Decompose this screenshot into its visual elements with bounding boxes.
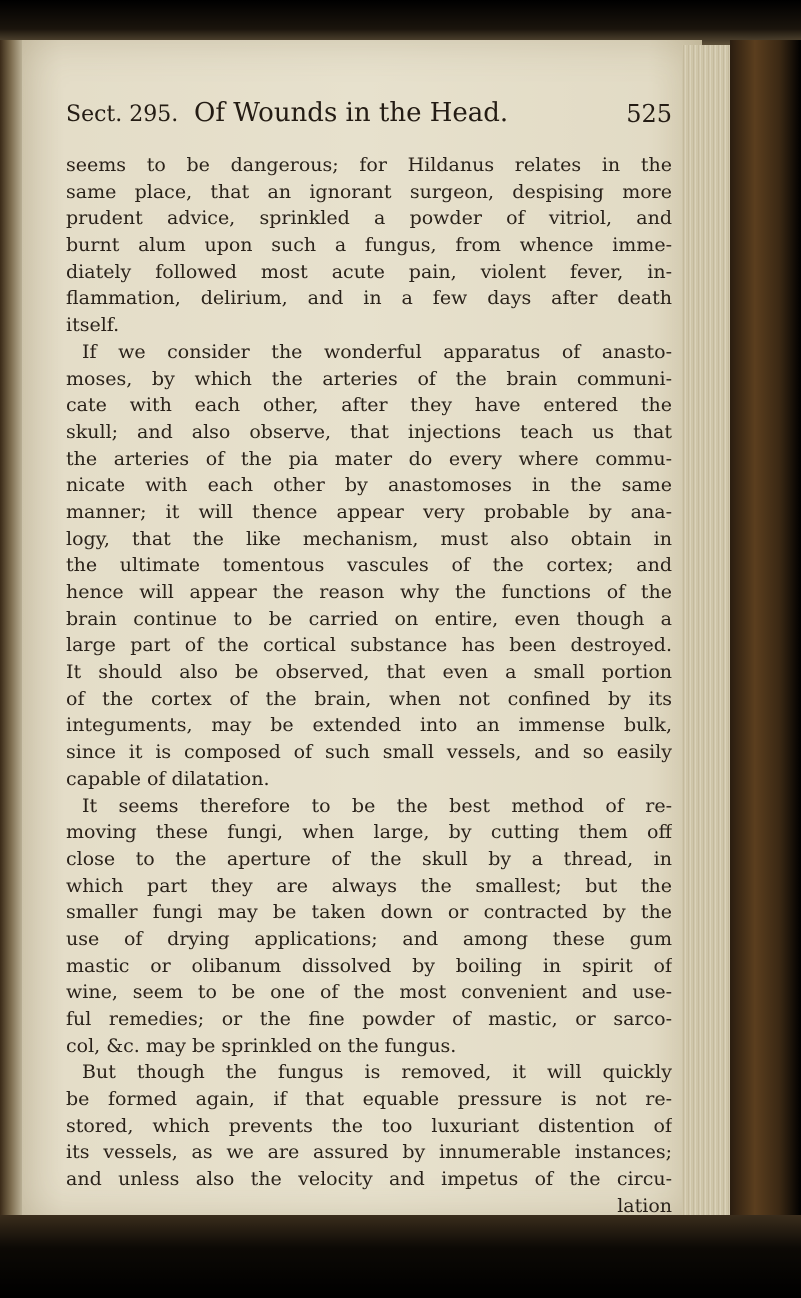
page-stack-edge (682, 45, 732, 1215)
text-line: lation (617, 1194, 672, 1217)
text-line: moving these fungi, when large, by cutting them off (66, 821, 672, 844)
text-line: close to the aperture of the skull by a thread, in (66, 847, 672, 870)
text-line: logy, that the like mechanism, must also obtain in (66, 527, 672, 550)
text-line: the arteries of the pia mater do every where commu- (66, 447, 672, 470)
text-line: col, &c. may be sprinkled on the fungus. (66, 1034, 457, 1057)
section-number: Sect. 295. (66, 102, 179, 127)
text-line: ful remedies; or the fine powder of mastic, or sarco- (66, 1008, 672, 1030)
text-line: integuments, may be extended into an immense bulk, (66, 714, 672, 737)
text-line: since it is composed of such small vessels, and so easily (66, 741, 672, 764)
text-line: of the cortex of the brain, when not confined by its (66, 687, 672, 710)
text-line: itself. (66, 314, 120, 337)
running-header (66, 98, 676, 142)
text-line: diately followed most acute pain, violent fever, in- (66, 260, 672, 283)
book-bottom-edge (0, 1215, 801, 1298)
text-line: same place, that an ignorant surgeon, despising more (66, 180, 672, 203)
text-line: capable of dilatation. (66, 767, 270, 790)
text-line: It should also be observed, that even a small portion (66, 661, 672, 684)
text-line: large part of the cortical substance has been destroyed. (66, 634, 672, 657)
text-line: But though the fungus is removed, it will quickly (82, 1061, 672, 1084)
text-line: skull; and also observe, that injections teach us that (66, 420, 672, 443)
text-line: smaller fungi may be taken down or contracted by the (66, 901, 672, 924)
text-line: and unless also the velocity and impetus of the circu- (66, 1168, 672, 1191)
text-line: burnt alum upon such a fungus, from whence imme- (66, 234, 672, 257)
text-line: mastic or olibanum dissolved by boiling in spirit of (66, 954, 672, 977)
text-line: It seems therefore to be the best method of re- (82, 794, 672, 817)
text-line: flammation, delirium, and in a few days after death (66, 287, 672, 310)
text-line: If we consider the wonderful apparatus of anasto- (82, 340, 672, 363)
text-line: moses, by which the arteries of the brain communi- (66, 367, 672, 390)
text-line: brain continue to be carried on entire, even though a (66, 607, 672, 630)
text-line: be formed again, if that equable pressure is not re- (66, 1088, 672, 1111)
text-line: its vessels, as we are assured by innumerable instances; (66, 1141, 672, 1164)
text-line: seems to be dangerous; for Hildanus relates in the (66, 154, 672, 176)
text-line: wine, seem to be one of the most convenient and use- (66, 981, 672, 1004)
text-line: cate with each other, after they have entered the (66, 394, 672, 417)
body-text (66, 152, 672, 1220)
book-cover-edge (730, 40, 801, 1290)
text-line: prudent advice, sprinkled a powder of vitriol, and (66, 207, 672, 230)
text-line: which part they are always the smallest; but the (66, 874, 672, 897)
text-line: the ultimate tomentous vascules of the cortex; and (66, 554, 672, 577)
text-line: manner; it will thence appear very probable by ana- (66, 500, 672, 523)
page-number: 525 (626, 100, 672, 128)
text-line: hence will appear the reason why the functions of the (66, 581, 672, 603)
text-line: use of drying applications; and among these gum (66, 927, 672, 950)
text-line: nicate with each other by anastomoses in the same (66, 474, 672, 497)
text-line: stored, which prevents the too luxuriant distention of (66, 1114, 672, 1137)
running-title: Of Wounds in the Head. (194, 98, 509, 128)
